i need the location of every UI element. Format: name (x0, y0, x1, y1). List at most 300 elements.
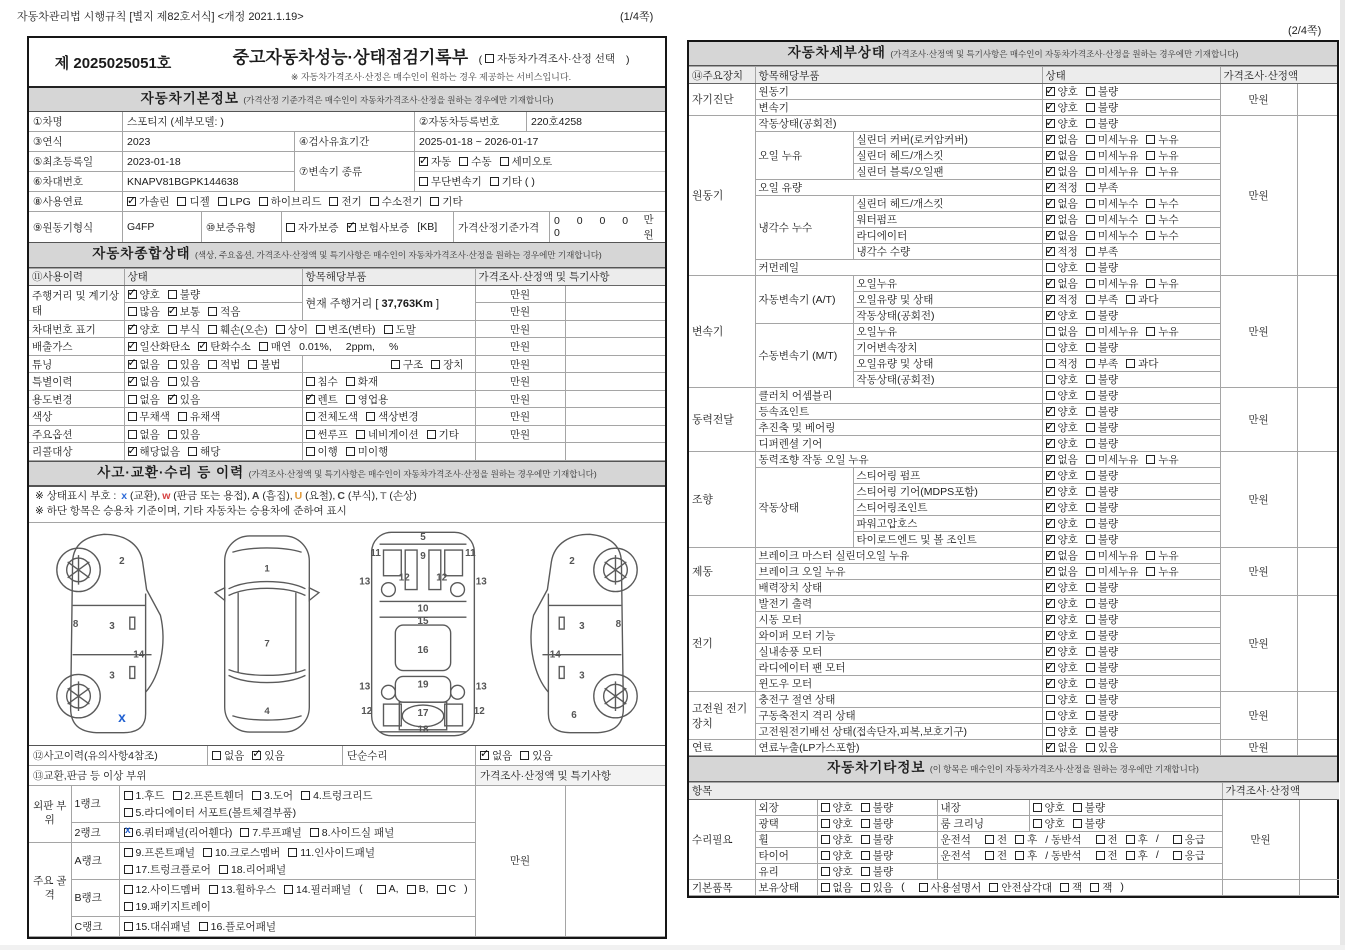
option[interactable] (219, 862, 286, 877)
option[interactable] (1046, 532, 1078, 547)
checkbox-checked-icon[interactable] (1046, 183, 1055, 192)
option[interactable] (1086, 100, 1118, 115)
option[interactable] (1086, 292, 1118, 307)
option[interactable] (437, 883, 457, 895)
option[interactable] (1086, 500, 1118, 515)
checkbox-icon[interactable] (407, 885, 416, 894)
checkbox-checked-icon[interactable] (1046, 199, 1055, 208)
checkbox-icon[interactable] (1086, 103, 1095, 112)
checkbox-checked-icon[interactable] (252, 751, 261, 760)
checkbox-icon[interactable] (1086, 455, 1095, 464)
option[interactable] (1146, 228, 1178, 243)
checkbox-icon[interactable] (1033, 803, 1042, 812)
option[interactable] (391, 357, 423, 372)
checkbox-checked-icon[interactable] (128, 377, 137, 386)
option[interactable] (1046, 196, 1078, 211)
checkbox-icon[interactable] (259, 342, 268, 351)
option[interactable] (1046, 260, 1078, 275)
checkbox-icon[interactable] (377, 885, 386, 894)
option[interactable] (356, 427, 419, 442)
option[interactable] (178, 409, 220, 424)
checkbox-checked-icon[interactable] (1046, 615, 1055, 624)
checkbox-icon[interactable] (1173, 835, 1182, 844)
checkbox-checked-icon[interactable] (128, 325, 137, 334)
option[interactable] (346, 374, 378, 389)
checkbox-icon[interactable] (208, 325, 217, 334)
checkbox-checked-icon[interactable] (1046, 455, 1055, 464)
option[interactable] (485, 51, 615, 66)
checkbox-icon[interactable] (490, 177, 499, 186)
option[interactable] (861, 832, 893, 847)
checkbox-checked-icon[interactable] (168, 307, 177, 316)
checkbox-icon[interactable] (1046, 359, 1055, 368)
option[interactable] (259, 194, 322, 209)
checkbox-icon[interactable] (346, 447, 355, 456)
option[interactable] (480, 748, 512, 763)
option[interactable] (124, 882, 201, 897)
option[interactable] (1096, 848, 1118, 863)
checkbox-icon[interactable] (203, 848, 212, 857)
checkbox-icon[interactable] (1086, 663, 1095, 672)
option[interactable] (861, 864, 893, 879)
option[interactable] (276, 322, 308, 337)
checkbox-icon[interactable] (128, 412, 137, 421)
option[interactable] (1086, 212, 1139, 227)
option[interactable] (1073, 816, 1105, 831)
option[interactable] (1046, 692, 1078, 707)
option[interactable] (419, 174, 482, 189)
option[interactable] (1046, 596, 1078, 611)
checkbox-checked-icon[interactable] (168, 395, 177, 404)
checkbox-checked-icon[interactable] (128, 447, 137, 456)
checkbox-icon[interactable] (821, 883, 830, 892)
option[interactable] (1015, 848, 1037, 863)
checkbox-icon[interactable] (384, 325, 393, 334)
checkbox-checked-icon[interactable] (1046, 599, 1055, 608)
checkbox-icon[interactable] (208, 307, 217, 316)
option[interactable] (1086, 420, 1118, 435)
option[interactable] (208, 322, 268, 337)
option[interactable] (1173, 832, 1205, 847)
checkbox-icon[interactable] (1096, 851, 1105, 860)
checkbox-icon[interactable] (252, 791, 261, 800)
checkbox-icon[interactable] (427, 430, 436, 439)
checkbox-icon[interactable] (821, 851, 830, 860)
option[interactable] (124, 825, 233, 840)
checkbox-icon[interactable] (284, 885, 293, 894)
checkbox-icon[interactable] (306, 377, 315, 386)
checkbox-checked-icon[interactable] (1046, 471, 1055, 480)
checkbox-icon[interactable] (1173, 851, 1182, 860)
checkbox-checked-icon[interactable] (1046, 295, 1055, 304)
checkbox-icon[interactable] (1060, 883, 1069, 892)
option[interactable] (306, 409, 359, 424)
option[interactable] (1096, 832, 1118, 847)
checkbox-checked-icon[interactable] (1046, 631, 1055, 640)
option[interactable] (490, 174, 535, 189)
option[interactable] (1086, 660, 1118, 675)
checkbox-icon[interactable] (437, 885, 446, 894)
checkbox-icon[interactable] (219, 865, 228, 874)
checkbox-icon[interactable] (1086, 615, 1095, 624)
option[interactable] (346, 444, 388, 459)
option[interactable] (1086, 84, 1118, 99)
checkbox-icon[interactable] (485, 54, 494, 63)
option[interactable] (128, 339, 191, 354)
checkbox-icon[interactable] (989, 883, 998, 892)
checkbox-checked-icon[interactable] (1046, 167, 1055, 176)
checkbox-checked-icon[interactable] (306, 395, 315, 404)
checkbox-icon[interactable] (1146, 231, 1155, 240)
checkbox-icon[interactable] (431, 360, 440, 369)
checkbox-icon[interactable] (1146, 135, 1155, 144)
checkbox-checked-icon[interactable] (1046, 519, 1055, 528)
checkbox-icon[interactable] (1086, 119, 1095, 128)
option[interactable] (199, 919, 276, 934)
checkbox-icon[interactable] (346, 377, 355, 386)
option[interactable] (1046, 452, 1078, 467)
option[interactable] (430, 194, 462, 209)
checkbox-icon[interactable] (124, 848, 133, 857)
checkbox-checked-icon[interactable] (1046, 487, 1055, 496)
option[interactable] (1086, 692, 1118, 707)
checkbox-icon[interactable] (168, 430, 177, 439)
checkbox-icon[interactable] (1086, 359, 1095, 368)
checkbox-icon[interactable] (1126, 359, 1135, 368)
checkbox-icon[interactable] (1086, 503, 1095, 512)
option[interactable] (1046, 644, 1078, 659)
checkbox-icon[interactable] (1126, 851, 1135, 860)
checkbox-icon[interactable] (1086, 583, 1095, 592)
option[interactable] (124, 862, 211, 877)
option[interactable] (1086, 148, 1139, 163)
checkbox-icon[interactable] (1086, 727, 1095, 736)
option[interactable] (821, 816, 853, 831)
option[interactable] (1046, 564, 1078, 579)
option[interactable] (1046, 404, 1078, 419)
checkbox-icon[interactable] (306, 430, 315, 439)
checkbox-checked-icon[interactable] (127, 197, 136, 206)
option[interactable] (168, 304, 200, 319)
option[interactable] (861, 880, 893, 895)
option[interactable] (1086, 308, 1118, 323)
checkbox-icon[interactable] (1086, 487, 1095, 496)
checkbox-icon[interactable] (1086, 231, 1095, 240)
option[interactable] (1086, 548, 1139, 563)
checkbox-icon[interactable] (1015, 851, 1024, 860)
checkbox-checked-icon[interactable] (1046, 279, 1055, 288)
checkbox-icon[interactable] (173, 791, 182, 800)
option[interactable] (288, 845, 375, 860)
checkbox-icon[interactable] (1086, 679, 1095, 688)
option[interactable] (1086, 404, 1118, 419)
checkbox-icon[interactable] (306, 447, 315, 456)
option[interactable] (1086, 244, 1118, 259)
option[interactable] (1046, 628, 1078, 643)
option[interactable] (127, 194, 169, 209)
checkbox-icon[interactable] (430, 197, 439, 206)
checkbox-icon[interactable] (1146, 327, 1155, 336)
checkbox-icon[interactable] (288, 848, 297, 857)
checkbox-icon[interactable] (1046, 391, 1055, 400)
checkbox-checked-icon[interactable] (480, 751, 489, 760)
checkbox-icon[interactable] (821, 835, 830, 844)
checkbox-icon[interactable] (1086, 295, 1095, 304)
checkbox-icon[interactable] (1146, 551, 1155, 560)
checkbox-icon[interactable] (188, 447, 197, 456)
option[interactable] (1015, 832, 1037, 847)
checkbox-icon[interactable] (1073, 819, 1082, 828)
checkbox-icon[interactable] (1086, 631, 1095, 640)
checkbox-icon[interactable] (1015, 835, 1024, 844)
option[interactable] (1086, 724, 1118, 739)
option[interactable] (310, 825, 395, 840)
option[interactable] (124, 919, 191, 934)
checkbox-icon[interactable] (356, 430, 365, 439)
checkbox-checked-icon[interactable] (347, 223, 356, 232)
option[interactable] (124, 805, 297, 820)
option[interactable] (306, 444, 338, 459)
option[interactable] (821, 832, 853, 847)
option[interactable] (209, 882, 276, 897)
option[interactable] (1146, 324, 1178, 339)
option[interactable] (1146, 564, 1178, 579)
option[interactable] (1046, 84, 1078, 99)
checkbox-checked-icon[interactable] (198, 342, 207, 351)
checkbox-icon[interactable] (1033, 819, 1042, 828)
option[interactable] (1046, 660, 1078, 675)
checkbox-icon[interactable] (1073, 803, 1082, 812)
checkbox-icon[interactable] (1086, 199, 1095, 208)
option[interactable] (168, 374, 200, 389)
checkbox-icon[interactable] (459, 157, 468, 166)
option[interactable] (1086, 356, 1118, 371)
checkbox-checked-icon[interactable] (1046, 743, 1055, 752)
option[interactable] (1046, 484, 1078, 499)
checkbox-icon[interactable] (124, 865, 133, 874)
option[interactable] (252, 748, 284, 763)
option[interactable] (520, 748, 552, 763)
option[interactable] (1146, 164, 1178, 179)
option[interactable] (985, 832, 1007, 847)
checkbox-icon[interactable] (124, 885, 133, 894)
option[interactable] (1073, 800, 1105, 815)
option[interactable] (1086, 340, 1118, 355)
option[interactable] (1126, 356, 1158, 371)
checkbox-checked-icon[interactable] (419, 157, 428, 166)
checkbox-checked-icon[interactable] (1046, 103, 1055, 112)
option[interactable] (1086, 260, 1118, 275)
option[interactable] (1086, 388, 1118, 403)
option[interactable] (1046, 340, 1078, 355)
checkbox-checked-icon[interactable] (1046, 583, 1055, 592)
option[interactable] (985, 848, 1007, 863)
checkbox-icon[interactable] (178, 412, 187, 421)
option[interactable] (1046, 676, 1078, 691)
option[interactable] (168, 427, 200, 442)
option[interactable] (218, 196, 251, 208)
checkbox-icon[interactable] (124, 808, 133, 817)
checkbox-icon[interactable] (1086, 215, 1095, 224)
checkbox-icon[interactable] (520, 751, 529, 760)
option[interactable] (168, 357, 200, 372)
option[interactable] (208, 304, 240, 319)
checkbox-icon[interactable] (1086, 247, 1095, 256)
checkbox-checked-icon[interactable] (1046, 503, 1055, 512)
checkbox-icon[interactable] (1086, 519, 1095, 528)
checkbox-icon[interactable] (1146, 167, 1155, 176)
option[interactable] (1146, 132, 1178, 147)
checkbox-icon[interactable] (1086, 647, 1095, 656)
checkbox-icon[interactable] (240, 828, 249, 837)
checkbox-icon[interactable] (276, 325, 285, 334)
checkbox-icon[interactable] (1146, 215, 1155, 224)
option[interactable] (1046, 324, 1078, 339)
checkbox-icon[interactable] (177, 197, 186, 206)
option[interactable] (128, 444, 181, 459)
option[interactable] (1086, 468, 1118, 483)
checkbox-checked-icon[interactable] (1046, 151, 1055, 160)
checkbox-icon[interactable] (310, 828, 319, 837)
option[interactable] (346, 392, 388, 407)
checkbox-checked-icon[interactable] (1046, 423, 1055, 432)
checkbox-icon[interactable] (1146, 455, 1155, 464)
option[interactable] (1086, 436, 1118, 451)
option[interactable] (821, 848, 853, 863)
checkbox-icon[interactable] (861, 851, 870, 860)
option[interactable] (1086, 164, 1139, 179)
checkbox-icon[interactable] (1046, 327, 1055, 336)
checkbox-checked-icon[interactable] (1046, 439, 1055, 448)
checkbox-icon[interactable] (209, 885, 218, 894)
checkbox-icon[interactable] (286, 223, 295, 232)
checkbox-icon[interactable] (1086, 183, 1095, 192)
checkbox-icon[interactable] (1086, 599, 1095, 608)
checkbox-checked-icon[interactable] (1046, 87, 1055, 96)
option[interactable] (370, 194, 423, 209)
checkbox-icon[interactable] (168, 377, 177, 386)
checkbox-icon[interactable] (1086, 151, 1095, 160)
checkbox-icon[interactable] (248, 360, 257, 369)
option[interactable] (1086, 228, 1139, 243)
checkbox-icon[interactable] (212, 751, 221, 760)
checkbox-icon[interactable] (1086, 311, 1095, 320)
checkbox-icon[interactable] (1046, 727, 1055, 736)
option[interactable] (1126, 292, 1158, 307)
option[interactable] (1046, 436, 1078, 451)
option[interactable] (177, 194, 209, 209)
checkbox-icon[interactable] (1086, 471, 1095, 480)
checkbox-icon[interactable] (1126, 295, 1135, 304)
option[interactable] (1033, 800, 1065, 815)
option[interactable] (1086, 708, 1118, 723)
option[interactable] (329, 194, 361, 209)
option[interactable] (1046, 468, 1078, 483)
option[interactable] (1086, 532, 1118, 547)
checkbox-icon[interactable] (1146, 279, 1155, 288)
option[interactable] (1046, 116, 1078, 131)
checkbox-icon[interactable] (1046, 695, 1055, 704)
checkbox-icon[interactable] (199, 922, 208, 931)
checkbox-icon[interactable] (861, 883, 870, 892)
option[interactable] (1046, 356, 1078, 371)
checkbox-icon[interactable] (218, 197, 227, 206)
checkbox-icon[interactable] (1046, 343, 1055, 352)
option[interactable] (1086, 196, 1139, 211)
checkbox-checked-icon[interactable] (1046, 567, 1055, 576)
option[interactable] (128, 392, 160, 407)
option[interactable] (306, 374, 338, 389)
checkbox-checked-icon[interactable] (128, 360, 137, 369)
checkbox-icon[interactable] (346, 395, 355, 404)
option[interactable] (128, 287, 160, 302)
checkbox-checked-icon[interactable] (1046, 535, 1055, 544)
option[interactable] (1086, 596, 1118, 611)
option[interactable] (203, 845, 280, 860)
option[interactable] (1046, 740, 1078, 755)
option[interactable] (1086, 116, 1118, 131)
option[interactable] (861, 800, 893, 815)
option[interactable] (248, 357, 280, 372)
option[interactable] (128, 409, 170, 424)
checkbox-icon[interactable] (168, 290, 177, 299)
option[interactable] (1086, 132, 1139, 147)
option[interactable] (1046, 372, 1078, 387)
option[interactable] (1146, 548, 1178, 563)
option[interactable] (301, 788, 372, 803)
option[interactable] (1033, 816, 1065, 831)
checkbox-icon[interactable] (1086, 391, 1095, 400)
checkbox-icon[interactable] (124, 902, 133, 911)
option[interactable] (128, 427, 160, 442)
checkbox-icon[interactable] (1046, 263, 1055, 272)
checkbox-x-icon[interactable] (124, 828, 133, 837)
option[interactable] (500, 154, 553, 169)
option[interactable] (1046, 388, 1078, 403)
option[interactable] (1173, 848, 1205, 863)
option[interactable] (1046, 228, 1078, 243)
checkbox-icon[interactable] (821, 803, 830, 812)
option[interactable] (1086, 516, 1118, 531)
option[interactable] (1146, 276, 1178, 291)
checkbox-checked-icon[interactable] (1046, 407, 1055, 416)
option[interactable] (1126, 848, 1148, 863)
option[interactable] (1046, 580, 1078, 595)
option[interactable] (1046, 100, 1078, 115)
checkbox-icon[interactable] (1126, 835, 1135, 844)
option[interactable] (459, 154, 491, 169)
checkbox-checked-icon[interactable] (1046, 311, 1055, 320)
checkbox-icon[interactable] (1086, 535, 1095, 544)
option[interactable] (366, 409, 419, 424)
checkbox-icon[interactable] (128, 395, 137, 404)
checkbox-icon[interactable] (316, 325, 325, 334)
checkbox-icon[interactable] (168, 325, 177, 334)
checkbox-checked-icon[interactable] (1046, 231, 1055, 240)
checkbox-icon[interactable] (301, 791, 310, 800)
checkbox-icon[interactable] (391, 360, 400, 369)
option[interactable] (1046, 548, 1078, 563)
checkbox-icon[interactable] (1086, 279, 1095, 288)
option[interactable] (1086, 580, 1118, 595)
checkbox-icon[interactable] (1086, 343, 1095, 352)
option[interactable] (1046, 612, 1078, 627)
option[interactable] (306, 392, 338, 407)
checkbox-icon[interactable] (1086, 423, 1095, 432)
option[interactable] (124, 845, 195, 860)
option[interactable] (168, 322, 200, 337)
checkbox-icon[interactable] (1046, 711, 1055, 720)
